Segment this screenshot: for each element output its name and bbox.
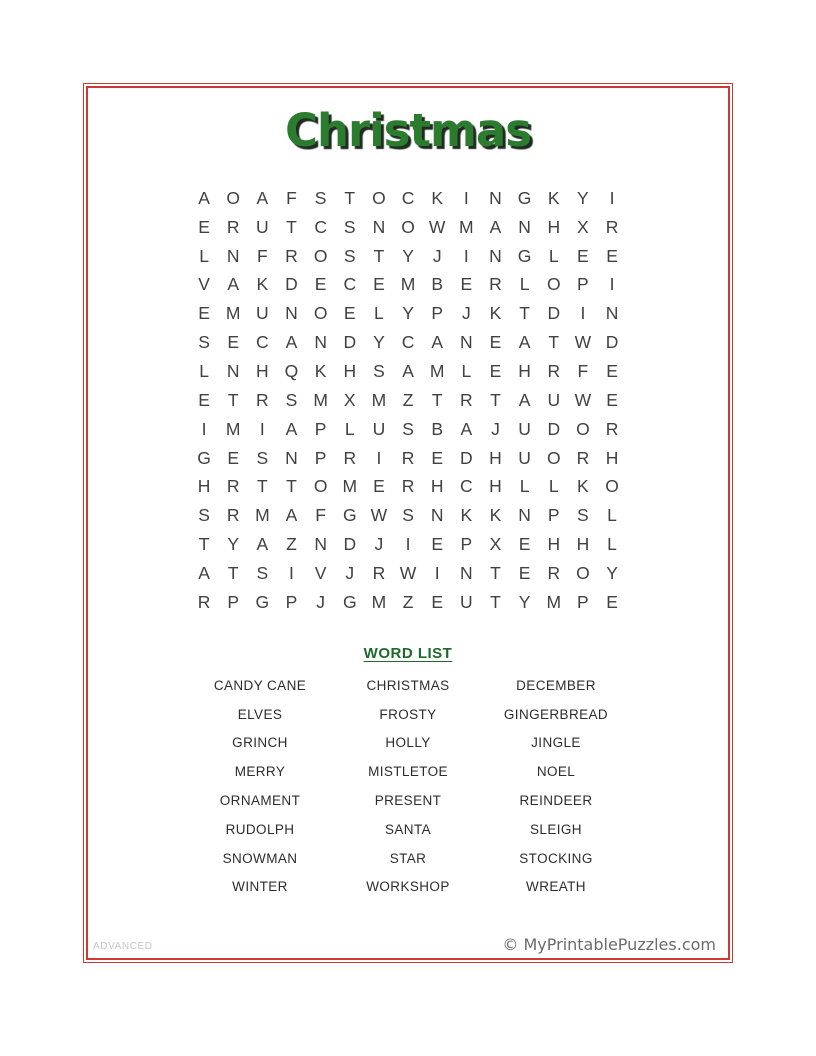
grid-letter: A bbox=[256, 534, 269, 555]
grid-letter: R bbox=[256, 389, 269, 410]
grid-letter: I bbox=[434, 562, 440, 583]
grid-letter: X bbox=[343, 389, 356, 410]
grid-letter: P bbox=[285, 591, 298, 612]
page-border-frame bbox=[83, 83, 733, 963]
grid-letter: C bbox=[256, 332, 269, 353]
grid-letter: K bbox=[256, 274, 269, 295]
grid-letter: I bbox=[405, 534, 411, 555]
grid-letter: T bbox=[227, 389, 239, 410]
grid-letter: U bbox=[256, 216, 269, 237]
grid-letter: N bbox=[226, 245, 240, 266]
grid-letter: U bbox=[256, 303, 269, 324]
grid-letter: N bbox=[605, 303, 619, 324]
grid-letter: A bbox=[256, 187, 269, 208]
grid-letter: C bbox=[401, 332, 415, 353]
grid-letter: U bbox=[372, 418, 386, 439]
grid-letter: O bbox=[226, 187, 241, 208]
grid-letter: A bbox=[489, 216, 502, 237]
grid-letter: R bbox=[197, 591, 211, 612]
grid-letter: L bbox=[461, 360, 472, 381]
grid-letter: S bbox=[285, 389, 298, 410]
grid-letter: T bbox=[490, 591, 501, 612]
grid-letter: L bbox=[374, 303, 384, 324]
puzzle-title: Christmas bbox=[284, 104, 531, 157]
grid-letter: F bbox=[315, 505, 326, 526]
grid-letter: A bbox=[460, 418, 473, 439]
word-list-item: ELVES bbox=[237, 706, 283, 722]
word-list-item: SNOWMAN bbox=[222, 850, 298, 866]
grid-letter: H bbox=[547, 216, 561, 237]
grid-letter: K bbox=[431, 187, 444, 208]
grid-letter: A bbox=[198, 562, 210, 583]
grid-letter: P bbox=[577, 591, 589, 612]
grid-letter: U bbox=[518, 447, 531, 468]
grid-letter: R bbox=[576, 447, 590, 468]
grid-letter: X bbox=[577, 216, 589, 237]
grid-letter: P bbox=[431, 303, 444, 324]
grid-letter: D bbox=[285, 274, 298, 295]
grid-letter: T bbox=[198, 534, 210, 555]
grid-letter: U bbox=[547, 389, 561, 410]
grid-letter: K bbox=[489, 505, 502, 526]
grid-letter: H bbox=[547, 534, 561, 555]
grid-row bbox=[190, 415, 627, 444]
grid-letter: R bbox=[226, 216, 240, 237]
grid-letter: E bbox=[227, 332, 240, 353]
grid-letter: A bbox=[518, 389, 531, 410]
grid-row bbox=[190, 444, 627, 473]
grid-letter: K bbox=[547, 187, 560, 208]
grid-letter: R bbox=[605, 418, 619, 439]
grid-letter: D bbox=[460, 447, 473, 468]
grid-row bbox=[190, 242, 627, 271]
grid-letter: W bbox=[428, 216, 446, 237]
grid-letter: T bbox=[227, 562, 239, 583]
grid-letter: Y bbox=[402, 245, 414, 266]
grid-letter: M bbox=[546, 591, 562, 612]
grid-letter: M bbox=[429, 360, 445, 381]
grid-letter: Q bbox=[284, 360, 299, 381]
grid-letter: H bbox=[576, 534, 590, 555]
grid-letter: K bbox=[489, 303, 502, 324]
grid-letter: P bbox=[314, 418, 327, 439]
grid-letter: L bbox=[519, 476, 530, 497]
grid-letter: E bbox=[314, 274, 327, 295]
grid-letter: R bbox=[401, 447, 415, 468]
grid-letter: A bbox=[431, 332, 444, 353]
grid-letter: H bbox=[518, 360, 531, 381]
grid-letter: E bbox=[489, 360, 502, 381]
grid-letter: S bbox=[256, 447, 269, 468]
grid-letter: R bbox=[605, 216, 619, 237]
grid-letter: D bbox=[547, 303, 561, 324]
grid-letter: T bbox=[490, 389, 501, 410]
grid-letter: J bbox=[461, 303, 471, 324]
grid-letter: P bbox=[460, 534, 473, 555]
grid-letter: I bbox=[580, 303, 586, 324]
grid-letter: M bbox=[371, 389, 387, 410]
word-list-item: STAR bbox=[389, 850, 427, 866]
grid-letter: N bbox=[314, 534, 327, 555]
grid-letter: O bbox=[546, 447, 561, 468]
word-list-item: ORNAMENT bbox=[219, 793, 301, 809]
grid-letter: L bbox=[199, 245, 209, 266]
grid-letter: L bbox=[519, 274, 530, 295]
grid-letter: T bbox=[257, 476, 268, 497]
grid-letter: S bbox=[256, 562, 269, 583]
grid-letter: R bbox=[401, 476, 415, 497]
word-list-item: GRINCH bbox=[232, 735, 288, 751]
grid-letter: C bbox=[460, 476, 473, 497]
grid-letter: J bbox=[345, 562, 355, 583]
grid-letter: R bbox=[226, 476, 240, 497]
grid-letter: K bbox=[314, 360, 327, 381]
grid-letter: R bbox=[372, 562, 386, 583]
grid-letter: N bbox=[489, 245, 502, 266]
grid-letter: L bbox=[607, 505, 617, 526]
grid-letter: T bbox=[519, 303, 530, 324]
grid-letter: E bbox=[431, 447, 444, 468]
grid-letter: T bbox=[490, 562, 501, 583]
grid-letter: L bbox=[607, 534, 617, 555]
grid-letter: E bbox=[227, 447, 240, 468]
grid-letter: N bbox=[226, 360, 240, 381]
grid-letter: D bbox=[343, 534, 357, 555]
grid-letter: N bbox=[314, 332, 327, 353]
grid-letter: Z bbox=[402, 389, 414, 410]
grid-row bbox=[190, 357, 627, 386]
grid-letter: B bbox=[431, 418, 444, 439]
grid-letter: M bbox=[225, 418, 241, 439]
word-list-item: CANDY CANE bbox=[213, 677, 307, 693]
grid-letter: W bbox=[399, 562, 417, 583]
grid-letter: L bbox=[199, 360, 209, 381]
grid-letter: N bbox=[372, 216, 386, 237]
grid-letter: T bbox=[373, 245, 385, 266]
grid-letter: A bbox=[285, 418, 298, 439]
grid-row bbox=[190, 559, 627, 588]
grid-row bbox=[190, 588, 627, 617]
grid-letter: D bbox=[605, 332, 619, 353]
grid-letter: Y bbox=[373, 332, 385, 353]
grid-letter: T bbox=[344, 187, 356, 208]
grid-letter: G bbox=[342, 505, 357, 526]
grid-letter: R bbox=[460, 389, 473, 410]
grid-letter: D bbox=[547, 418, 561, 439]
grid-letter: W bbox=[574, 332, 592, 353]
grid-letter: A bbox=[198, 187, 210, 208]
grid-letter: M bbox=[255, 505, 270, 526]
grid-letter: E bbox=[373, 274, 385, 295]
grid-letter: I bbox=[609, 187, 615, 208]
word-list-item: WORKSHOP bbox=[366, 879, 450, 895]
grid-letter: P bbox=[577, 274, 589, 295]
grid-letter: N bbox=[285, 303, 298, 324]
grid-letter: O bbox=[576, 562, 590, 583]
grid-letter: O bbox=[605, 476, 619, 497]
word-list-item: GINGERBREAD bbox=[503, 706, 609, 722]
grid-letter: E bbox=[343, 303, 356, 324]
grid-letter: H bbox=[197, 476, 211, 497]
grid-letter: Z bbox=[402, 591, 414, 612]
grid-letter: F bbox=[577, 360, 589, 381]
grid-letter: N bbox=[518, 505, 531, 526]
grid-letter: E bbox=[431, 534, 444, 555]
word-list-item: WINTER bbox=[232, 879, 288, 895]
grid-letter: M bbox=[400, 274, 416, 295]
grid-row bbox=[190, 386, 627, 415]
grid-letter: S bbox=[314, 187, 327, 208]
word-list-item: DECEMBER bbox=[516, 677, 596, 693]
word-list-item: REINDEER bbox=[519, 793, 593, 809]
grid-row bbox=[190, 213, 627, 242]
grid-letter: J bbox=[432, 245, 442, 266]
grid-letter: U bbox=[518, 418, 531, 439]
grid-letter: A bbox=[402, 360, 414, 381]
grid-letter: O bbox=[313, 303, 328, 324]
grid-letter: E bbox=[606, 389, 618, 410]
grid-row bbox=[190, 328, 627, 357]
difficulty-label: ADVANCED bbox=[93, 941, 153, 952]
grid-letter: S bbox=[343, 216, 356, 237]
grid-row bbox=[190, 299, 627, 328]
grid-letter: E bbox=[373, 476, 385, 497]
word-list-item: SLEIGH bbox=[530, 821, 582, 837]
grid-letter: C bbox=[401, 187, 415, 208]
grid-letter: Y bbox=[606, 562, 618, 583]
grid-row bbox=[190, 472, 627, 501]
grid-letter: I bbox=[463, 245, 469, 266]
grid-letter: O bbox=[546, 274, 561, 295]
grid-letter: O bbox=[313, 476, 328, 497]
grid-letter: H bbox=[605, 447, 619, 468]
grid-letter: N bbox=[489, 187, 502, 208]
grid-letter: R bbox=[285, 245, 298, 266]
grid-letter: O bbox=[313, 245, 328, 266]
word-list-item: STOCKING bbox=[519, 850, 593, 866]
word-list-item: RUDOLPH bbox=[225, 821, 295, 837]
grid-letter: N bbox=[430, 505, 444, 526]
grid-letter: L bbox=[344, 418, 355, 439]
grid-letter: I bbox=[463, 187, 469, 208]
grid-letter: L bbox=[548, 476, 559, 497]
grid-letter: W bbox=[370, 505, 388, 526]
grid-letter: R bbox=[489, 274, 502, 295]
grid-letter: R bbox=[547, 562, 561, 583]
grid-letter: Z bbox=[286, 534, 297, 555]
grid-letter: Y bbox=[227, 534, 240, 555]
grid-letter: P bbox=[227, 591, 240, 612]
grid-letter: R bbox=[343, 447, 357, 468]
grid-letter: N bbox=[460, 332, 473, 353]
grid-letter: Y bbox=[518, 591, 531, 612]
grid-letter: M bbox=[313, 389, 328, 410]
grid-letter: S bbox=[402, 505, 414, 526]
grid-letter: K bbox=[577, 476, 589, 497]
grid-letter: P bbox=[314, 447, 327, 468]
grid-letter: D bbox=[343, 332, 357, 353]
grid-letter: A bbox=[285, 505, 298, 526]
grid-letter: E bbox=[606, 360, 618, 381]
word-list-item: WREATH bbox=[526, 879, 586, 895]
grid-letter: I bbox=[201, 418, 207, 439]
word-list-item: SANTA bbox=[384, 821, 431, 837]
grid-letter: P bbox=[547, 505, 560, 526]
grid-letter: G bbox=[197, 447, 211, 468]
word-list-item: CHRISTMAS bbox=[366, 677, 450, 693]
grid-letter: X bbox=[489, 534, 502, 555]
grid-letter: M bbox=[371, 591, 387, 612]
grid-row bbox=[190, 501, 627, 530]
word-list-item: MISTLETOE bbox=[368, 764, 448, 780]
grid-letter: E bbox=[198, 303, 210, 324]
grid-letter: H bbox=[489, 447, 502, 468]
grid-letter: H bbox=[343, 360, 357, 381]
grid-letter: G bbox=[517, 245, 532, 266]
grid-letter: E bbox=[489, 332, 502, 353]
word-list-item: FROSTY bbox=[379, 706, 437, 722]
word-list-item: NOEL bbox=[536, 764, 576, 780]
grid-letter: E bbox=[431, 591, 444, 612]
grid-letter: E bbox=[460, 274, 473, 295]
grid-letter: S bbox=[343, 245, 356, 266]
grid-letter: E bbox=[198, 389, 210, 410]
word-list bbox=[186, 671, 630, 901]
grid-letter: K bbox=[460, 505, 473, 526]
grid-letter: I bbox=[609, 274, 615, 295]
grid-letter: S bbox=[198, 332, 210, 353]
grid-letter: E bbox=[518, 534, 531, 555]
grid-letter: I bbox=[259, 418, 265, 439]
grid-row bbox=[190, 530, 627, 559]
grid-letter: J bbox=[491, 418, 500, 439]
grid-letter: U bbox=[460, 591, 473, 612]
grid-letter: N bbox=[285, 447, 298, 468]
copyright-text: © MyPrintablePuzzles.com bbox=[502, 935, 716, 954]
word-list-item: PRESENT bbox=[374, 793, 442, 809]
grid-letter: R bbox=[547, 360, 561, 381]
grid-letter: J bbox=[316, 591, 325, 612]
grid-letter: S bbox=[198, 505, 210, 526]
grid-letter: G bbox=[517, 187, 532, 208]
grid-letter: I bbox=[289, 562, 294, 583]
grid-letter: J bbox=[374, 534, 384, 555]
word-list-item: HOLLY bbox=[385, 735, 431, 751]
grid-letter: O bbox=[576, 418, 590, 439]
grid-letter: Y bbox=[402, 303, 414, 324]
grid-letter: M bbox=[459, 216, 474, 237]
grid-letter: M bbox=[225, 303, 241, 324]
grid-letter: G bbox=[342, 591, 357, 612]
grid-letter: S bbox=[373, 360, 385, 381]
grid-letter: N bbox=[460, 562, 473, 583]
grid-letter: H bbox=[430, 476, 444, 497]
grid-letter: G bbox=[255, 591, 270, 612]
grid-letter: T bbox=[548, 332, 560, 353]
grid-letter: V bbox=[314, 562, 327, 583]
grid-letter: F bbox=[286, 187, 297, 208]
grid-letter: S bbox=[402, 418, 414, 439]
grid-letter: C bbox=[314, 216, 327, 237]
grid-letter: B bbox=[431, 274, 444, 295]
grid-letter: H bbox=[489, 476, 502, 497]
grid-letter: A bbox=[285, 332, 298, 353]
grid-letter: O bbox=[372, 187, 386, 208]
grid-row bbox=[190, 184, 627, 213]
grid-letter: E bbox=[198, 216, 210, 237]
grid-letter: M bbox=[342, 476, 358, 497]
grid-letter: T bbox=[286, 216, 297, 237]
grid-letter: N bbox=[518, 216, 531, 237]
grid-letter: O bbox=[401, 216, 415, 237]
puzzle-grid bbox=[190, 184, 627, 617]
grid-letter: C bbox=[343, 274, 357, 295]
word-list-item: JINGLE bbox=[531, 735, 581, 751]
grid-letter: Y bbox=[577, 187, 589, 208]
grid-letter: E bbox=[577, 245, 589, 266]
grid-letter: E bbox=[606, 591, 618, 612]
grid-letter: S bbox=[577, 505, 589, 526]
grid-letter: A bbox=[227, 274, 240, 295]
grid-letter: F bbox=[257, 245, 268, 266]
grid-letter: R bbox=[226, 505, 240, 526]
word-list-heading: WORD LIST bbox=[363, 645, 453, 662]
grid-letter: E bbox=[518, 562, 531, 583]
word-list-item: MERRY bbox=[234, 764, 286, 780]
grid-letter: E bbox=[606, 245, 618, 266]
page-border-inner bbox=[86, 86, 730, 960]
grid-letter: V bbox=[198, 274, 210, 295]
grid-letter: L bbox=[548, 245, 559, 266]
grid-row bbox=[190, 271, 627, 300]
grid-letter: T bbox=[286, 476, 297, 497]
grid-letter: W bbox=[574, 389, 592, 410]
grid-letter: T bbox=[431, 389, 443, 410]
grid-letter: A bbox=[518, 332, 531, 353]
grid-letter: I bbox=[376, 447, 382, 468]
grid-letter: H bbox=[256, 360, 269, 381]
